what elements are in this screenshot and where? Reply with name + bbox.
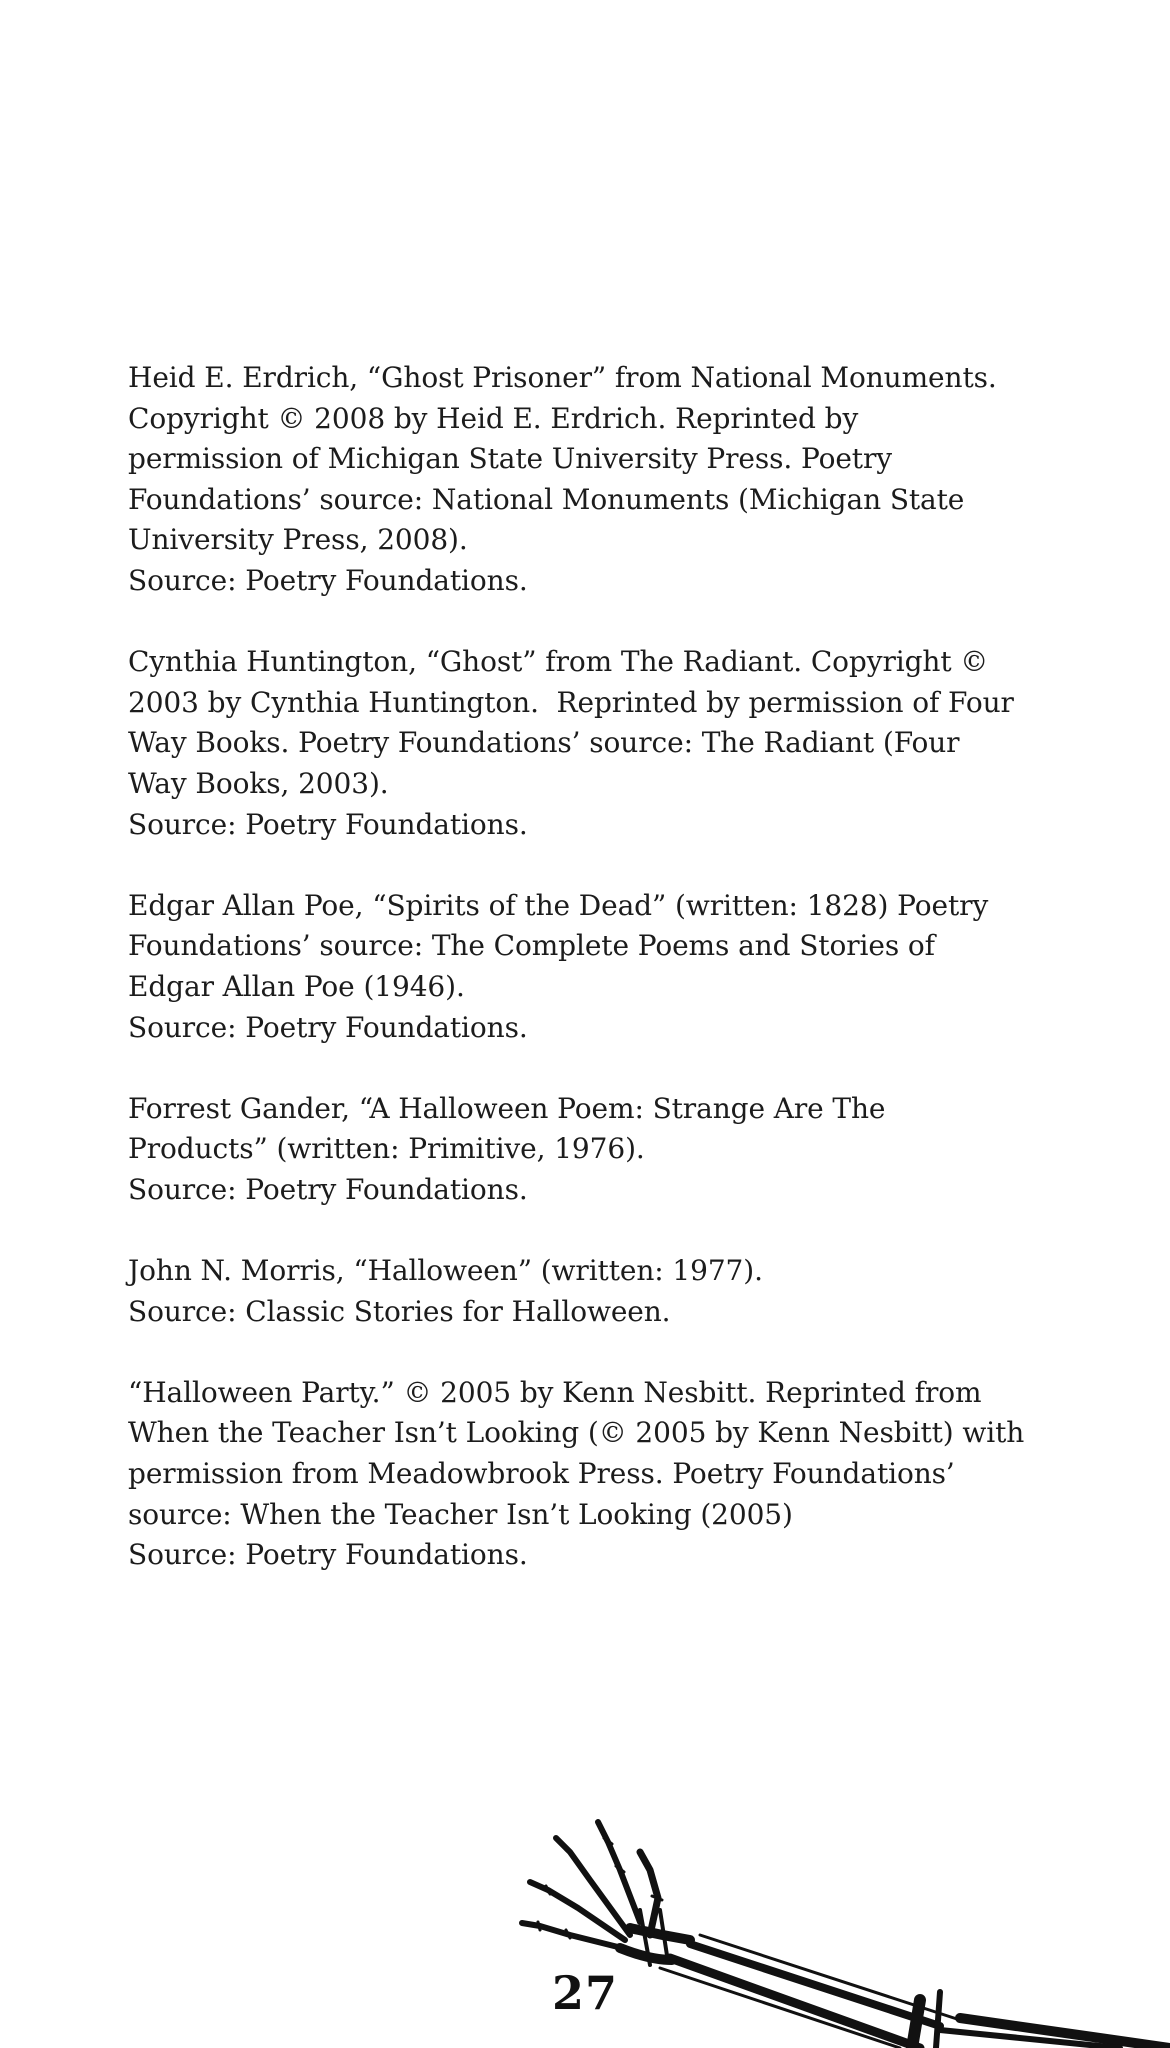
credit-entry-gander [128, 1089, 1028, 1211]
credit-entry-nesbitt [128, 1373, 1028, 1576]
credit-line: Foundations’ source: The Complete Poems and Stories of [128, 929, 935, 963]
credit-source-line: Source: Poetry Foundations. [128, 563, 528, 597]
credit-line: source: When the Teacher Isn’t Looking (2005) [128, 1497, 793, 1531]
credit-line: Edgar Allan Poe, “Spirits of the Dead” (written: 1828) Poetry [128, 888, 989, 922]
credit-line: University Press, 2008). [128, 523, 468, 557]
credit-line: Copyright © 2008 by Heid E. Erdrich. Reprinted by [128, 401, 859, 435]
credit-source-line: Source: Poetry Foundations. [128, 1010, 528, 1044]
credit-line: Cynthia Huntington, “Ghost” from The Radiant. Copyright © [128, 645, 989, 679]
credit-line: permission from Meadowbrook Press. Poetry Foundations’ [128, 1457, 955, 1491]
credit-line: “Halloween Party.” © 2005 by Kenn Nesbitt. Reprinted from [128, 1375, 982, 1409]
page-number: 27 [551, 1966, 618, 2020]
credit-line: 2003 by Cynthia Huntington. Reprinted by permission of Four [128, 685, 1014, 719]
credit-entry-huntington [128, 642, 1028, 845]
credit-line: permission of Michigan State University Press. Poetry [128, 442, 892, 476]
credit-entry-poe [128, 886, 1028, 1048]
credit-entry-morris [128, 1251, 1028, 1332]
credit-line: Forrest Gander, “A Halloween Poem: Strange Are The [128, 1091, 886, 1125]
credit-line: Edgar Allan Poe (1946). [128, 969, 465, 1003]
credit-source-line: Source: Classic Stories for Halloween. [128, 1294, 671, 1328]
credit-line: John N. Morris, “Halloween” (written: 1977). [128, 1254, 763, 1288]
credit-line: When the Teacher Isn’t Looking (© 2005 by Kenn Nesbitt) with [128, 1416, 1025, 1450]
credit-line: Way Books, 2003). [128, 766, 389, 800]
credit-source-line: Source: Poetry Foundations. [128, 1172, 528, 1206]
credit-line: Foundations’ source: National Monuments (Michigan State [128, 482, 965, 516]
credits-list [128, 358, 1028, 1616]
credit-entry-erdrich [128, 358, 1028, 602]
credit-source-line: Source: Poetry Foundations. [128, 1538, 528, 1572]
credit-source-line: Source: Poetry Foundations. [128, 807, 528, 841]
credit-line: Way Books. Poetry Foundations’ source: The Radiant (Four [128, 726, 960, 760]
credit-line: Heid E. Erdrich, “Ghost Prisoner” from National Monuments. [128, 361, 997, 394]
credit-line: Products” (written: Primitive, 1976). [128, 1132, 645, 1166]
